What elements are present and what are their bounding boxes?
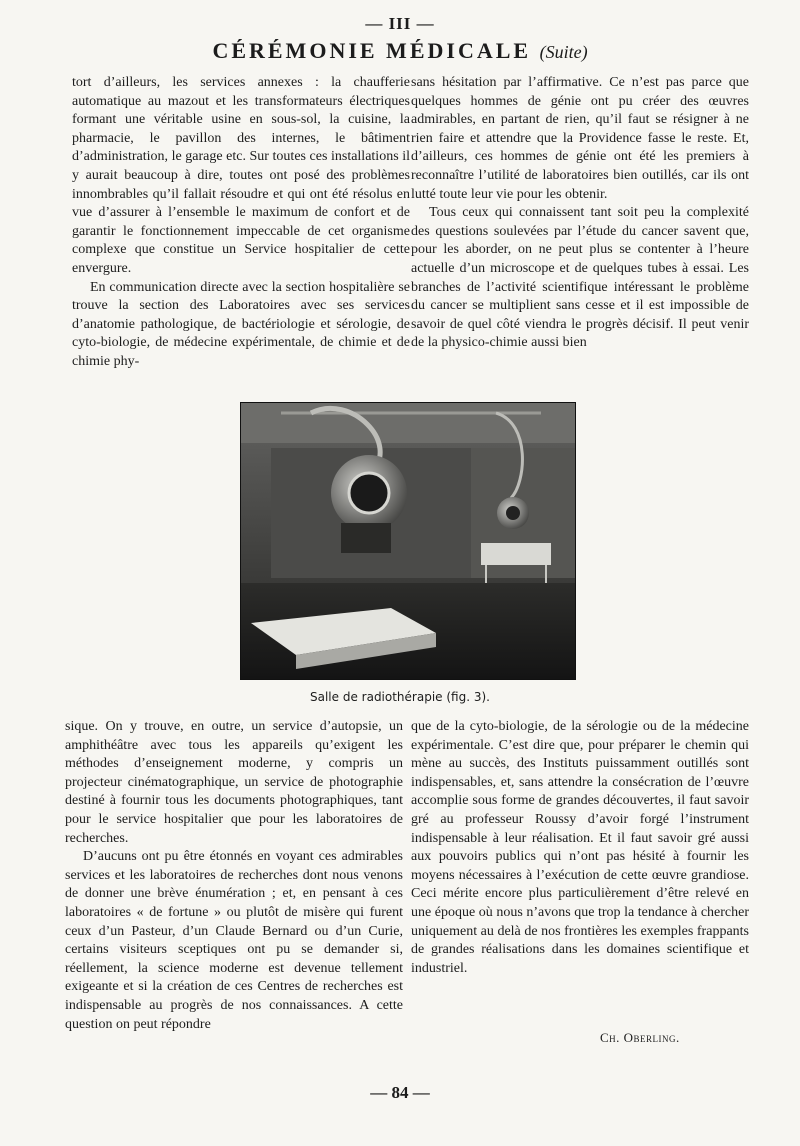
paragraph: En communication directe avec la section hospitalière se trouve la section des Laboratoires avec ses services d’anatomie pathologique, de bactériologie et sérologie, de cyto-biologie, de médecine expérimentale, de chimie et de chimie phy- [72,279,410,369]
paragraph: sique. On y trouve, en outre, un service d’autopsie, un amphithéâtre avec tous les appareils qu’exigent les méthodes d’enseignement moderne, y compris un projecteur cinématographique, un service de photographie destiné à fournir tous les documents photographiques, tant pour le service hospitalier que pour les laboratoires de recherches. [65,719,403,846]
column-bottom-right [411,718,749,978]
radiotherapy-room-photo [240,402,576,680]
page-title: CÉRÉMONIE MÉDICALE [212,38,532,63]
paragraph: D’aucuns ont pu être étonnés en voyant ces admirables services et les laboratoires de recherches dont nous venons de donner une brève énumération ; et, en pensant à ces laboratoires « de fortune » ou plutôt de misère qui furent ceux d’un Pasteur, d’un Claude Bernard ou d’un Curie, certains visiteurs sceptiques ont pu se demander si, réellement, la science moderne est devenue tellement exigeante et si la création de ces Centres de recherches est indispensable au progrès de nos connaissances. A cette question on peut répondre [65,849,403,1032]
paragraph: Tous ceux qui connaissent tant soit peu la complexité des questions soulevées par l’étude du cancer savent que, pour les aborder, on ne peut plus se contenter à l’heure actuelle d’un microscope et de quelques tubes à essai. Les branches de l’activité scientifique intéressant le problème du cancer se multiplient sans cesse et il est impossible de savoir de quel côté viendra le progrès décisif. Il peut venir de la physico-chimie aussi bien [411,205,749,351]
author-name: Ch. Oberling. [600,1030,680,1045]
column-top-right [411,74,749,353]
title-suite: (Suite) [539,42,588,62]
page-number: — 84 — [370,1083,430,1102]
section-number: — III — [365,14,435,33]
paragraph: tort d’ailleurs, les services annexes : la chaufferie automatique au mazout et les transformateurs électriques formant une véritable usine en sous-sol, la cuisine, la pharmacie, le pavillon des internes, le bâtiment d’administration, le garage etc. Sur toutes ces installations il y aurait beaucoup à dire, toutes ont posé des problèmes innombrables qu’il fallait résoudre et qui ont été résolus en vue d’assurer à l’ensemble le maximum de confort et de garantir le fonctionnement impeccable de cet organisme complexe que constitue un Service hospitalier de cette envergure. [72,75,410,276]
running-head [0,38,800,64]
column-bottom-left [65,718,403,1034]
column-top-left [72,74,410,372]
paragraph: sans hésitation par l’affirmative. Ce n’est pas parce que quelques hommes de génie ont pu créer des œuvres admirables, en partant de rien, qu’il faut se résigner à ne rien faire et attendre que la Providence fasse le reste. Et, d’ailleurs, ces hommes de génie ont été les premiers à reconnaître l’utilité de laboratoires bien outillés, car ils ont lutté toute leur vie pour les obtenir. [411,75,749,202]
photo-illustration [241,403,575,679]
paragraph: que de la cyto-biologie, de la sérologie ou de la médecine expérimentale. C’est dire que, pour préparer le chemin qui mène au succès, des Instituts puissamment outillés sont indispensables, et, sans attendre la consécration de l’œuvre accomplie sous forme de grandes découvertes, il faut savoir gré au professeur Roussy d’avoir forgé l’instrument indispensable à leur réalisation. Et il faut savoir gré aussi aux pouvoirs publics qui n’ont pas hésité à fournir les moyens nécessaires à l’exécution de cette œuvre grandiose. Ceci mérite encore plus particulièrement d’être relevé en une époque où nous n’avons que trop la tendance à chercher uniquement au delà de nos frontières les exemples frappants de grandes réalisations dans les domaines scientifique et industriel. [411,719,749,976]
author-signature [600,1030,680,1046]
figure-caption: Salle de radiothérapie (fig. 3). [310,690,490,704]
